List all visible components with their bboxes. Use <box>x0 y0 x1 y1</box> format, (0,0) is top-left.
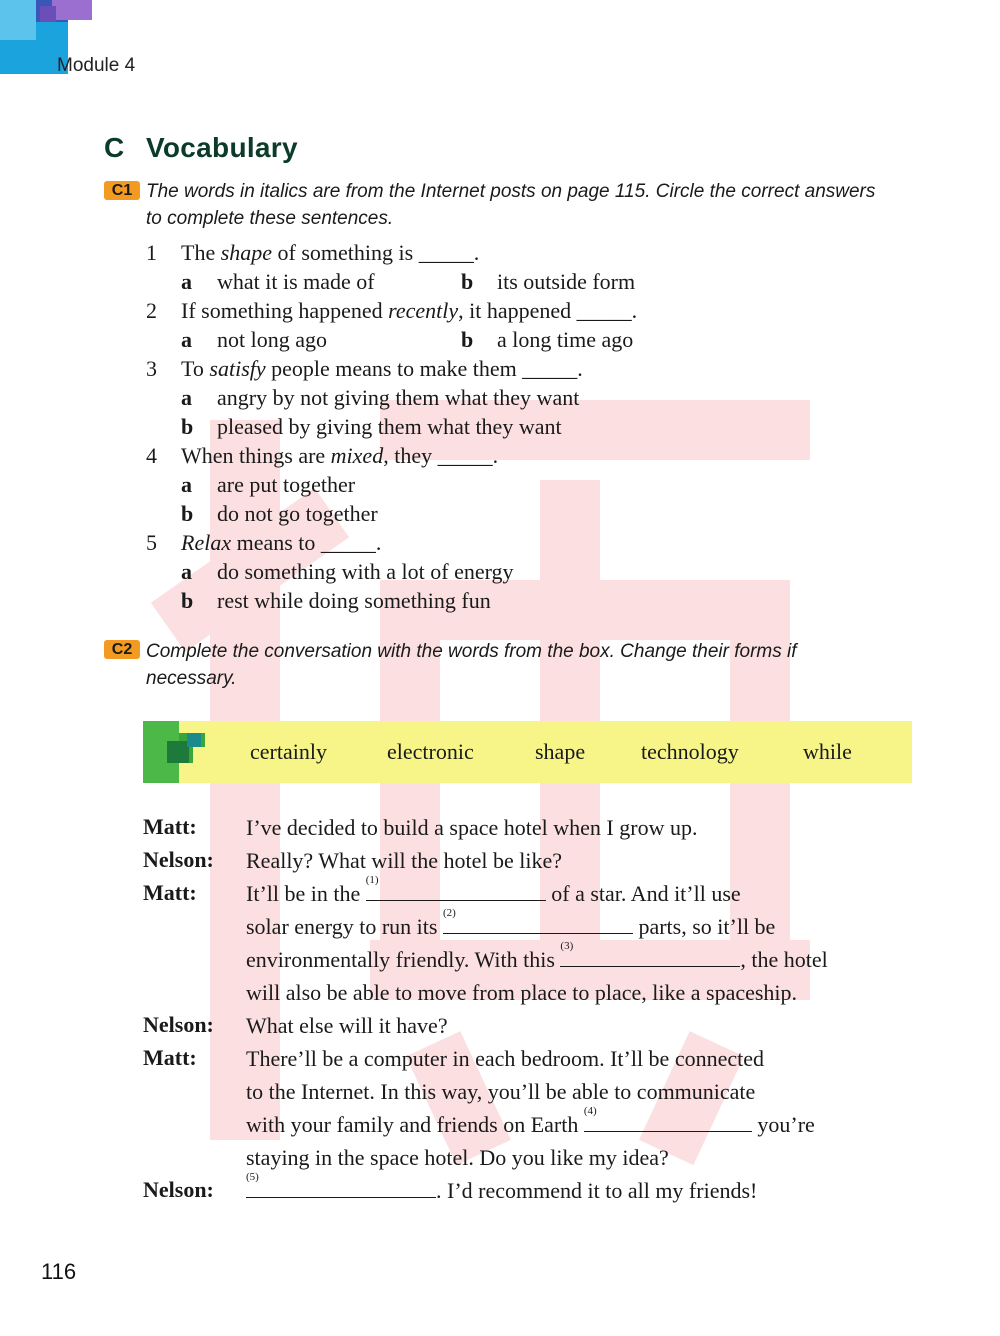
dialogue-line: Really? What will the hotel be like? <box>246 848 563 873</box>
word-box <box>143 721 912 783</box>
option-text[interactable]: a long time ago <box>497 327 634 352</box>
question-text: To satisfy people means to make them _____. <box>181 356 583 381</box>
answer-blank-3[interactable]: (3) <box>560 946 740 967</box>
option-letter[interactable]: a <box>181 472 192 497</box>
option-text[interactable]: pleased by giving them what they want <box>217 414 562 439</box>
speaker-name: Nelson: <box>143 1177 214 1202</box>
dialogue-line: will also be able to move from place to place, like a spaceship. <box>246 980 798 1005</box>
question-number: 1 <box>146 240 157 265</box>
question-number: 2 <box>146 298 157 323</box>
dialogue-line: staying in the space hotel. Do you like my idea? <box>246 1145 669 1170</box>
word-box-icon <box>143 721 205 783</box>
dialogue-line: I’ve decided to build a space hotel when I grow up. <box>246 815 698 840</box>
speaker-name: Matt: <box>143 1045 197 1070</box>
question-number: 4 <box>146 443 157 468</box>
speaker-name: Nelson: <box>143 1012 214 1037</box>
option-text[interactable]: rest while doing something fun <box>217 588 491 613</box>
question-number: 5 <box>146 530 157 555</box>
dialogue-line: It’ll be in the (1) of a star. And it’ll use <box>246 874 741 906</box>
option-text[interactable]: not long ago <box>217 327 327 352</box>
answer-blank-1[interactable]: (1) <box>366 880 546 901</box>
dialogue-line: with your family and friends on Earth (4) you’re <box>246 1105 815 1137</box>
box-word: shape <box>535 739 586 764</box>
section-letter: C <box>104 132 125 163</box>
option-letter[interactable]: b <box>461 327 474 352</box>
dialogue-line: What else will it have? <box>246 1013 448 1038</box>
dialogue-line: environmentally friendly. With this (3) , the hotel <box>246 940 828 972</box>
option-text[interactable]: are put together <box>217 472 356 497</box>
speaker-name: Matt: <box>143 880 197 905</box>
option-text[interactable]: what it is made of <box>217 269 375 294</box>
dialogue-line: to the Internet. In this way, you’ll be able to communicate <box>246 1079 756 1104</box>
option-letter[interactable]: b <box>461 269 474 294</box>
option-letter[interactable]: b <box>181 414 194 439</box>
option-text[interactable]: angry by not giving them what they want <box>217 385 580 410</box>
option-text[interactable]: do not go together <box>217 501 378 526</box>
section-name: Vocabulary <box>146 132 298 163</box>
option-letter[interactable]: a <box>181 559 192 584</box>
question-text: The shape of something is _____. <box>181 240 480 265</box>
box-word: technology <box>641 739 739 764</box>
answer-blank-2[interactable]: (2) <box>443 913 633 934</box>
dialogue-line: (5) . I’d recommend it to all my friends! <box>246 1171 758 1203</box>
option-text[interactable]: its outside form <box>497 269 636 294</box>
option-letter[interactable]: b <box>181 588 194 613</box>
question-number: 3 <box>146 356 157 381</box>
box-word: electronic <box>387 739 474 764</box>
option-text[interactable]: do something with a lot of energy <box>217 559 514 584</box>
module-label: Module 4 <box>57 55 136 76</box>
page-number: 116 <box>41 1259 77 1284</box>
box-word: while <box>803 739 852 764</box>
speaker-name: Nelson: <box>143 847 214 872</box>
question-text: If something happened recently, it happened _____. <box>181 298 638 323</box>
dialogue-line: There’ll be a computer in each bedroom. It’ll be connected <box>246 1046 764 1071</box>
box-word: certainly <box>250 739 327 764</box>
option-letter[interactable]: b <box>181 501 194 526</box>
speaker-name: Matt: <box>143 814 197 839</box>
answer-blank-4[interactable]: (4) <box>584 1111 752 1132</box>
section-title <box>104 132 298 164</box>
exercise-tag-c1: C1 <box>104 181 140 200</box>
c1-instruction: The words in italics are from the Internet posts on page 115. Circle the correct answers to complete these sentences. <box>146 181 876 229</box>
dialogue-line: solar energy to run its (2) parts, so it’ll be <box>246 907 776 939</box>
c2-instruction: Complete the conversation with the words from the box. Change their forms if necessary. <box>146 641 797 689</box>
option-letter[interactable]: a <box>181 269 192 294</box>
option-letter[interactable]: a <box>181 327 192 352</box>
exercise-tag-c2: C2 <box>104 640 140 659</box>
question-text: When things are mixed, they _____. <box>181 443 499 468</box>
option-letter[interactable]: a <box>181 385 192 410</box>
answer-blank-5[interactable]: (5) <box>246 1177 436 1198</box>
question-text: Relax means to _____. <box>181 530 382 555</box>
